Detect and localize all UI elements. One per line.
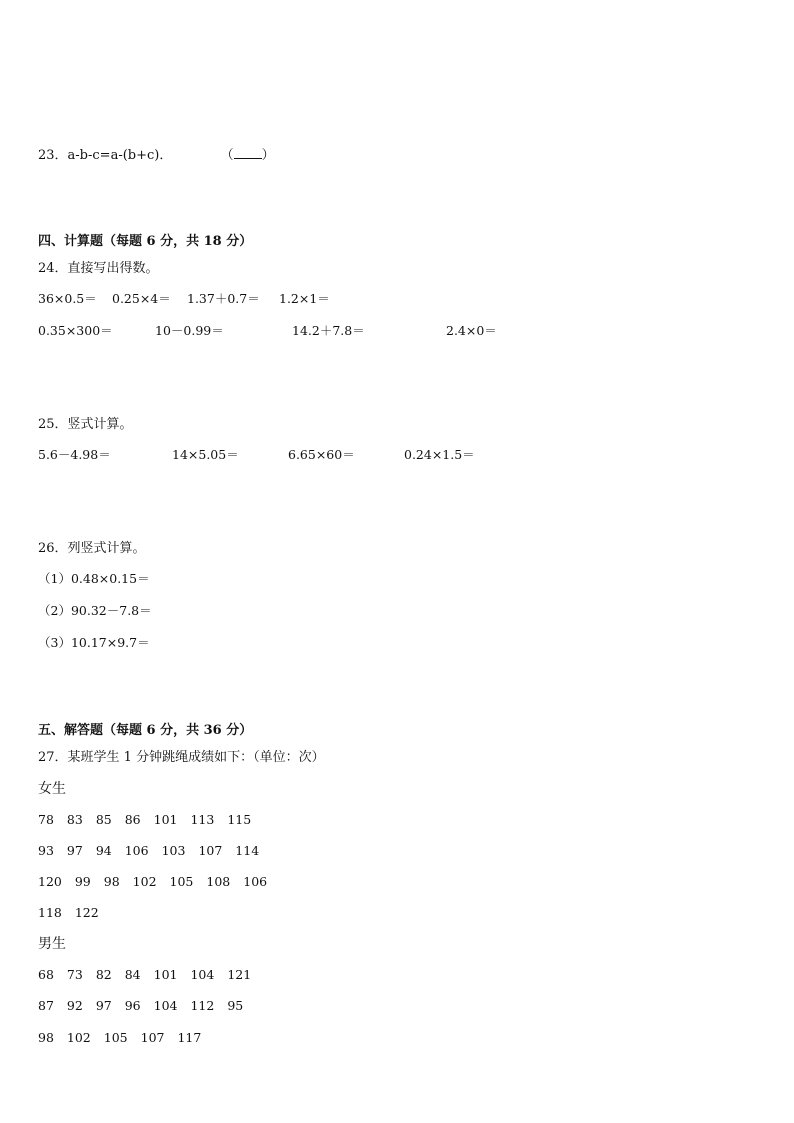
boys-value: 82 [95,967,112,982]
girls-value: 115 [227,812,252,827]
q24-r2-c4: 2.4×0＝ [446,323,497,338]
girls-value: 93 [38,843,54,858]
answer-paren-open: （ [220,148,234,163]
answer-paren-close: ） [261,148,275,163]
girls-value: 101 [153,812,178,827]
question-23 [38,146,275,165]
girls-value: 83 [66,812,83,827]
girls-value: 106 [243,874,268,889]
section-5-title: 五、解答题（每题 6 分，共 36 分） [38,723,253,738]
girls-value: 85 [95,812,112,827]
q24-r1-c1: 36×0.5＝ [38,291,97,306]
boys-value: 104 [153,998,178,1013]
q24-r2-c3: 14.2＋7.8＝ [292,323,365,338]
boys-value: 102 [66,1030,91,1045]
girls-value: 114 [235,843,260,858]
boys-value: 121 [227,967,252,982]
q24-r1-c3: 1.37＋0.7＝ [187,291,260,306]
boys-value: 92 [66,998,83,1013]
section-4-title: 四、计算题（每题 6 分，共 18 分） [38,234,253,249]
girls-row-3 [38,873,280,891]
girls-row-4 [38,904,112,922]
girls-value: 103 [161,843,186,858]
q24-r2-c1: 0.35×300＝ [38,323,113,338]
boys-row-3 [38,1029,214,1047]
q24-r2-c2: 10－0.99＝ [155,323,224,338]
q25-c1: 5.6－4.98＝ [38,447,111,462]
boys-row-2 [38,997,256,1015]
boys-value: 68 [38,967,54,982]
boys-value: 84 [124,967,141,982]
boys-value: 73 [66,967,83,982]
boys-value: 96 [124,998,141,1013]
girls-row-2 [38,842,272,860]
q25-c2: 14×5.05＝ [172,447,239,462]
answer-blank[interactable] [234,146,262,159]
question-27-prompt: 27．某班学生 1 分钟跳绳成绩如下：（单位：次） [38,750,325,765]
girls-value: 107 [198,843,223,858]
girls-value: 99 [74,874,91,889]
boys-value: 112 [190,998,215,1013]
boys-row-1 [38,966,264,984]
q26-item-3: （3）10.17×9.7＝ [38,635,150,650]
boys-value: 98 [38,1030,54,1045]
girls-value: 102 [132,874,157,889]
girls-value: 86 [124,812,141,827]
boys-value: 105 [103,1030,128,1045]
question-24-prompt: 24．直接写出得数。 [38,261,159,276]
question-26-prompt: 26．列竖式计算。 [38,541,146,556]
q25-c3: 6.65×60＝ [288,447,355,462]
girls-value: 118 [38,905,62,920]
girls-value: 98 [103,874,120,889]
boys-value: 97 [95,998,112,1013]
girls-value: 97 [66,843,83,858]
girls-value: 120 [38,874,62,889]
boys-value: 95 [227,998,244,1013]
girls-value: 78 [38,812,54,827]
q26-item-2: （2）90.32－7.8＝ [38,603,152,618]
girls-value: 105 [169,874,194,889]
girls-value: 122 [74,905,99,920]
girls-value: 113 [190,812,215,827]
boys-label: 男生 [38,936,66,952]
boys-value: 104 [190,967,215,982]
girls-value: 94 [95,843,112,858]
q24-r1-c4: 1.2×1＝ [279,291,330,306]
question-23-text: 23．a-b-c=a-(b+c)． [38,148,173,163]
girls-row-1 [38,811,264,829]
boys-value: 117 [177,1030,202,1045]
question-25-prompt: 25．竖式计算。 [38,417,133,432]
boys-value: 87 [38,998,54,1013]
q24-r1-c2: 0.25×4＝ [112,291,171,306]
boys-value: 101 [153,967,178,982]
girls-value: 106 [124,843,149,858]
girls-label: 女生 [38,781,66,797]
q25-c4: 0.24×1.5＝ [404,447,475,462]
boys-value: 107 [140,1030,165,1045]
q26-item-1: （1）0.48×0.15＝ [38,571,150,586]
girls-value: 108 [206,874,231,889]
